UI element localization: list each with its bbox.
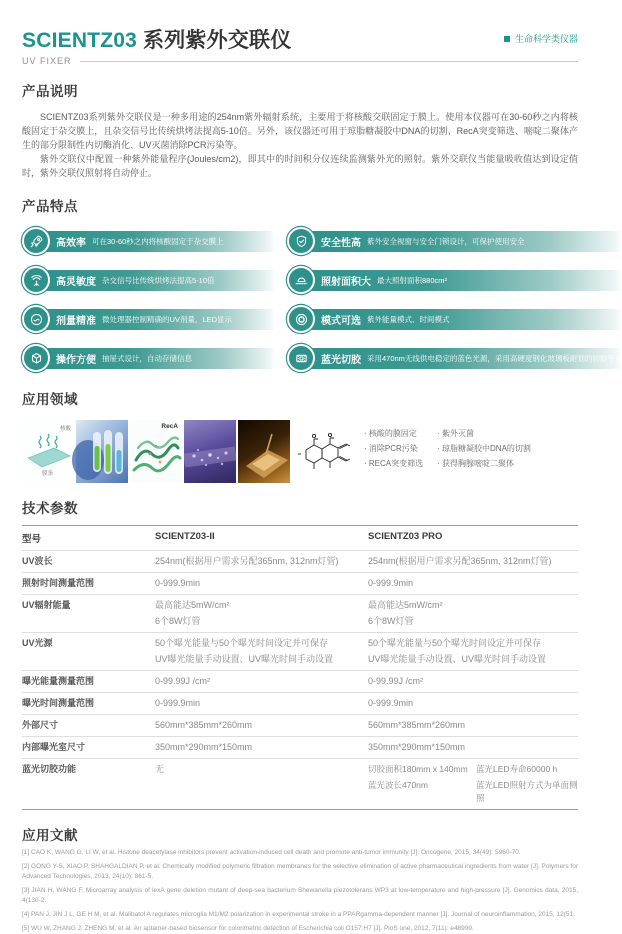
feature-bar (37, 309, 275, 330)
gel-cutting-photo-image (238, 420, 290, 483)
feature-title: 照射面积大 (321, 276, 371, 288)
section-heading-features: 产品特点 (22, 199, 78, 214)
model-name: SCIENTZ03 (22, 29, 137, 52)
category-label: 生命科学类仪器 (514, 34, 578, 44)
feature-item (22, 227, 275, 255)
feature-bar (37, 348, 275, 369)
feature-item (22, 305, 275, 333)
application-item: · 琼脂糖凝胶中DNA的切割 (437, 441, 531, 456)
description-paragraph: SCIENTZ03系列紫外交联仪是一种多用途的254nm紫外辐射系统，主要用于将核酸交联固定于膜上。使用本仪器可在30-60秒之内将核酸固定于杂交膜上，且杂交信号比传统烘烤法提高5-10倍。另外，该仪器还可用于琼脂糖凝胶中DNA的切割、RecA突变筛选、嘧啶二聚体产生的部分限制性内切酶消化、UV灭菌消除PCR污染等。 (22, 112, 578, 150)
subtitle-row (22, 56, 578, 66)
cube-icon (22, 344, 50, 372)
application-bullet-column (437, 426, 531, 471)
uv-gel-photo-image (184, 420, 236, 483)
tubes-photo-image (76, 420, 128, 483)
spec-row-blue-light-gel-cutting: 蓝光切胶功能 无 切胶面积180mm x 140mm 蓝光LED寿命60000 h 蓝光波长470nm 蓝光LED照射方式为单面侧照 (22, 764, 578, 803)
feature-item (287, 305, 622, 333)
section-references (22, 824, 578, 934)
signal-antenna-icon (22, 266, 50, 294)
feature-item (287, 344, 622, 372)
feature-item (22, 344, 275, 372)
feature-desc: 杂交信号比传统烘烤法提高5-10倍 (102, 275, 215, 285)
title-suffix: 系列紫外交联仪 (137, 29, 292, 52)
spec-row-external-dimensions: 外部尺寸 560mm*385mm*260mm 560mm*385mm*260mm (22, 715, 578, 737)
page-title (22, 24, 291, 54)
feature-desc: 紫外安全视窗与安全门锁设计，可保护使用安全 (367, 236, 525, 246)
section-specs (22, 497, 578, 810)
feature-item (22, 266, 275, 294)
feature-bar (37, 231, 275, 252)
feature-desc: 最大照射面积880cm² (377, 275, 448, 285)
feature-title: 高效率 (56, 237, 86, 249)
reference-item: [4] PAN J, JIN J L, GE H M, et al. Malibatol A regulates microglia M1/M2 polarization in experimental stroke in a PPARgamma-dependent manner [J]. Journal of neuroinflammation, 2015, 12(51. (22, 911, 575, 918)
spec-row-uv-wavelength: UV波长 254nm(根据用户需求另配365nm, 312nm灯管) 254nm(根据用户需求另配365nm, 312nm灯管) (22, 551, 578, 573)
reference-item: [3] JIAN H, WANG F. Microarray analysis of lexA gene deletion mutant of deep-sea bacterium Shewanella piezotolerans WP3 at low-temperature and high-pressure [J]. Genomics data, 2015, 4(130-2. (22, 887, 578, 904)
mode-dial-icon (287, 305, 315, 333)
feature-desc: 紫外能量模式、时间模式 (367, 314, 450, 324)
section-heading-applications: 应用领域 (22, 392, 78, 407)
specs-table (22, 525, 578, 810)
column-header-scientz03-ii: SCIENTZ03-II (155, 531, 215, 542)
feature-item (287, 266, 622, 294)
shield-check-icon (287, 227, 315, 255)
column-header-model: 型号 (22, 534, 42, 545)
square-bullet-icon (504, 36, 510, 42)
application-item: · 紫外灭菌 (437, 426, 531, 441)
application-bullets (364, 426, 531, 471)
gauge-icon (22, 305, 50, 333)
application-item: · 消除PCR污染 (364, 441, 423, 456)
reca-structure-image (130, 420, 182, 483)
reference-item: [5] WU W, ZHANG J, ZHENG M, et al. An aptamer-based biosensor for colorimetric detection of Escherichia coli O157:H7 [J]. PloS one, 2012, 7(11): e48999. (22, 925, 474, 932)
feature-title: 模式可选 (321, 315, 361, 327)
spec-row-uv-light-source: UV光源 50个曝光能量与50个曝光时间设定并可保存 UV曝光能量手动设置、UV曝光时间手动设置 50个曝光能量与50个曝光时间设定并可保存 UV曝光能量手动设置、UV曝光时间手动设置 (22, 633, 578, 671)
feature-bar (37, 270, 275, 291)
section-description (22, 80, 578, 180)
spec-row-exposure-energy-range: 曝光能量测量范围 0-99.99J /cm² 0-99.99J /cm² (22, 671, 578, 693)
specs-header-row (22, 526, 578, 551)
feature-desc: 可在30-60秒之内将核酸固定于杂交膜上 (92, 236, 224, 246)
feature-title: 剂量精准 (56, 315, 96, 327)
application-bullet-column (364, 426, 423, 471)
spec-row-exposure-time-range: 曝光时间测量范围 0-999.9min 0-999.9min (22, 693, 578, 715)
thymine-dimer-structure-image (292, 420, 354, 483)
rocket-icon (22, 227, 50, 255)
application-item: · 核酸的膜固定 (364, 426, 423, 441)
feature-bar (302, 309, 622, 330)
spec-row-chamber-dimensions: 内部曝光室尺寸 350mm*290mm*150mm 350mm*290mm*150mm (22, 737, 578, 759)
feature-desc: 微处理器控制精确的UV剂量，LED显示 (102, 314, 233, 324)
spec-row-uv-radiant-energy: UV辐射能量 最高能达5mW/cm² 6个8W灯管 最高能达5mW/cm² 6个8W灯管 (22, 595, 578, 633)
column-header-scientz03-pro: SCIENTZ03 PRO (368, 531, 443, 542)
reference-item: [2] GONG Y-S, XIAO P, SHAHGALDIAN P, et al. Chemically modified polymeric filtration membranes for the selective elimination of active pharmaceutical ingredients from water [J]. Polymers for Advanced Technologies, 2013, 24(10): 861-5. (22, 863, 578, 880)
feature-bar (302, 348, 622, 369)
feature-desc: 抽屉式设计，自动存储信息 (102, 353, 192, 363)
membrane-illustration-image (22, 420, 74, 483)
label-nucleic-acid: 核酸 (59, 426, 71, 432)
description-paragraph: 紫外交联仪中配置一种紫外能量程序(Joules/cm2)，即其中的时间积分仪连续监测紫外光的照射。紫外交联仪当能量吸收值达到设定值时，紫外交联仪照射将自动停止。 (22, 154, 578, 178)
feature-title: 安全性高 (321, 237, 361, 249)
feature-item (287, 227, 622, 255)
feature-bar (302, 231, 622, 252)
section-heading-description: 产品说明 (22, 84, 78, 99)
reference-item: [1] CAO K, WANG G, LI W, et al. Histone deacetylase inhibitors prevent activation-induced cell death and promote anti-tumor immunity [J]. Oncogene, 2015, 34(49): 5960-70. (22, 849, 521, 856)
application-item: · 获得胸腺嘧啶二聚体 (437, 456, 531, 471)
category-badge (504, 32, 578, 45)
feature-title: 操作方便 (56, 354, 96, 366)
spec-row-irradiation-time-range: 照射时间测量范围 0-999.9min 0-999.9min (22, 573, 578, 595)
lamp-icon (287, 266, 315, 294)
application-images (22, 420, 354, 483)
feature-bar (302, 270, 622, 291)
feature-title: 蓝光切胶 (321, 354, 361, 366)
header-rule (80, 61, 578, 62)
section-heading-specs: 技术参数 (22, 501, 78, 516)
label-membrane-strip: 膜条 (42, 471, 54, 477)
blue-light-icon (287, 344, 315, 372)
application-item: · RECA突变筛选 (364, 456, 423, 471)
header (22, 24, 578, 54)
label-reca: RecA (161, 423, 178, 430)
section-heading-references: 应用文献 (22, 828, 78, 843)
section-features (22, 195, 622, 372)
feature-title: 高灵敏度 (56, 276, 96, 288)
subtitle: UV FIXER (22, 56, 72, 66)
section-applications (22, 388, 578, 483)
feature-desc: 采用470nm无线供电稳定的蓝色光源，采用高硬度钢化玻璃板耐划的切胶平台 (367, 353, 622, 363)
